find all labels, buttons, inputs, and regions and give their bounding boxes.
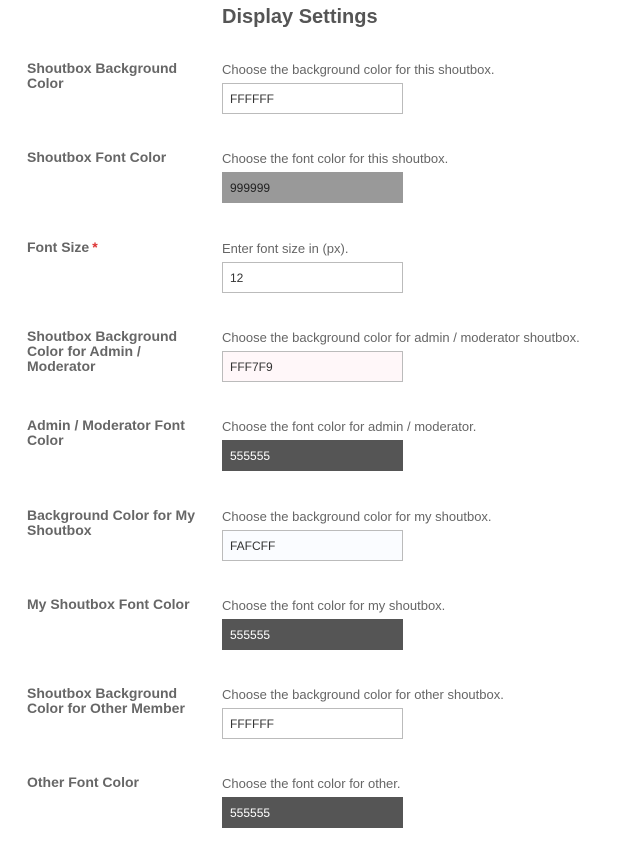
setting-label-text: Background Color for My Shoutbox [27, 507, 196, 538]
setting-description: Choose the font color for admin / moderator. [222, 419, 477, 434]
setting-row-other-member-background-color [0, 686, 637, 766]
setting-description: Choose the background color for my shoutbox. [222, 509, 492, 524]
setting-row-admin-moderator-background-color [0, 329, 637, 409]
admin-moderator-font-color-input[interactable] [222, 440, 403, 471]
setting-row-my-shoutbox-font-color [0, 597, 637, 677]
my-shoutbox-background-color-input[interactable] [222, 530, 403, 561]
setting-row-my-shoutbox-background-color [0, 508, 637, 588]
setting-label [27, 329, 212, 374]
setting-description: Choose the font color for my shoutbox. [222, 598, 446, 613]
setting-label [27, 61, 212, 91]
setting-label [27, 150, 212, 165]
setting-label-text: Admin / Moderator Font Color [27, 417, 185, 448]
setting-label [27, 508, 212, 538]
admin-moderator-background-color-input[interactable] [222, 351, 403, 382]
my-shoutbox-font-color-input[interactable] [222, 619, 403, 650]
setting-row-shoutbox-font-color [0, 150, 637, 230]
setting-label [27, 597, 212, 612]
setting-label-text: Shoutbox Background Color for Admin / Moderator [27, 328, 178, 374]
setting-label-text: Shoutbox Background Color [27, 60, 178, 91]
required-marker: * [92, 239, 98, 255]
page-title: Display Settings [222, 6, 378, 28]
setting-row-admin-moderator-font-color [0, 418, 637, 498]
other-font-color-input[interactable] [222, 797, 403, 828]
setting-description: Choose the background color for admin / moderator shoutbox. [222, 330, 580, 345]
setting-label-text: Font Size [27, 239, 90, 255]
setting-label-text: My Shoutbox Font Color [27, 596, 190, 612]
setting-label-text: Shoutbox Font Color [27, 149, 167, 165]
font-size-input[interactable] [222, 262, 403, 293]
setting-description: Choose the font color for this shoutbox. [222, 151, 449, 166]
setting-label [27, 686, 212, 716]
setting-row-shoutbox-background-color [0, 61, 637, 141]
setting-label [27, 418, 212, 448]
shoutbox-background-color-input[interactable] [222, 83, 403, 114]
setting-description: Choose the background color for other shoutbox. [222, 687, 504, 702]
setting-description: Choose the background color for this shoutbox. [222, 62, 495, 77]
setting-label [27, 240, 212, 255]
setting-label-text: Other Font Color [27, 774, 139, 790]
setting-label-text: Shoutbox Background Color for Other Member [27, 685, 185, 716]
shoutbox-font-color-input[interactable] [222, 172, 403, 203]
setting-label [27, 775, 212, 790]
other-member-background-color-input[interactable] [222, 708, 403, 739]
setting-description: Enter font size in (px). [222, 241, 349, 256]
setting-description: Choose the font color for other. [222, 776, 401, 791]
setting-row-other-font-color [0, 775, 637, 855]
setting-row-font-size [0, 240, 637, 320]
